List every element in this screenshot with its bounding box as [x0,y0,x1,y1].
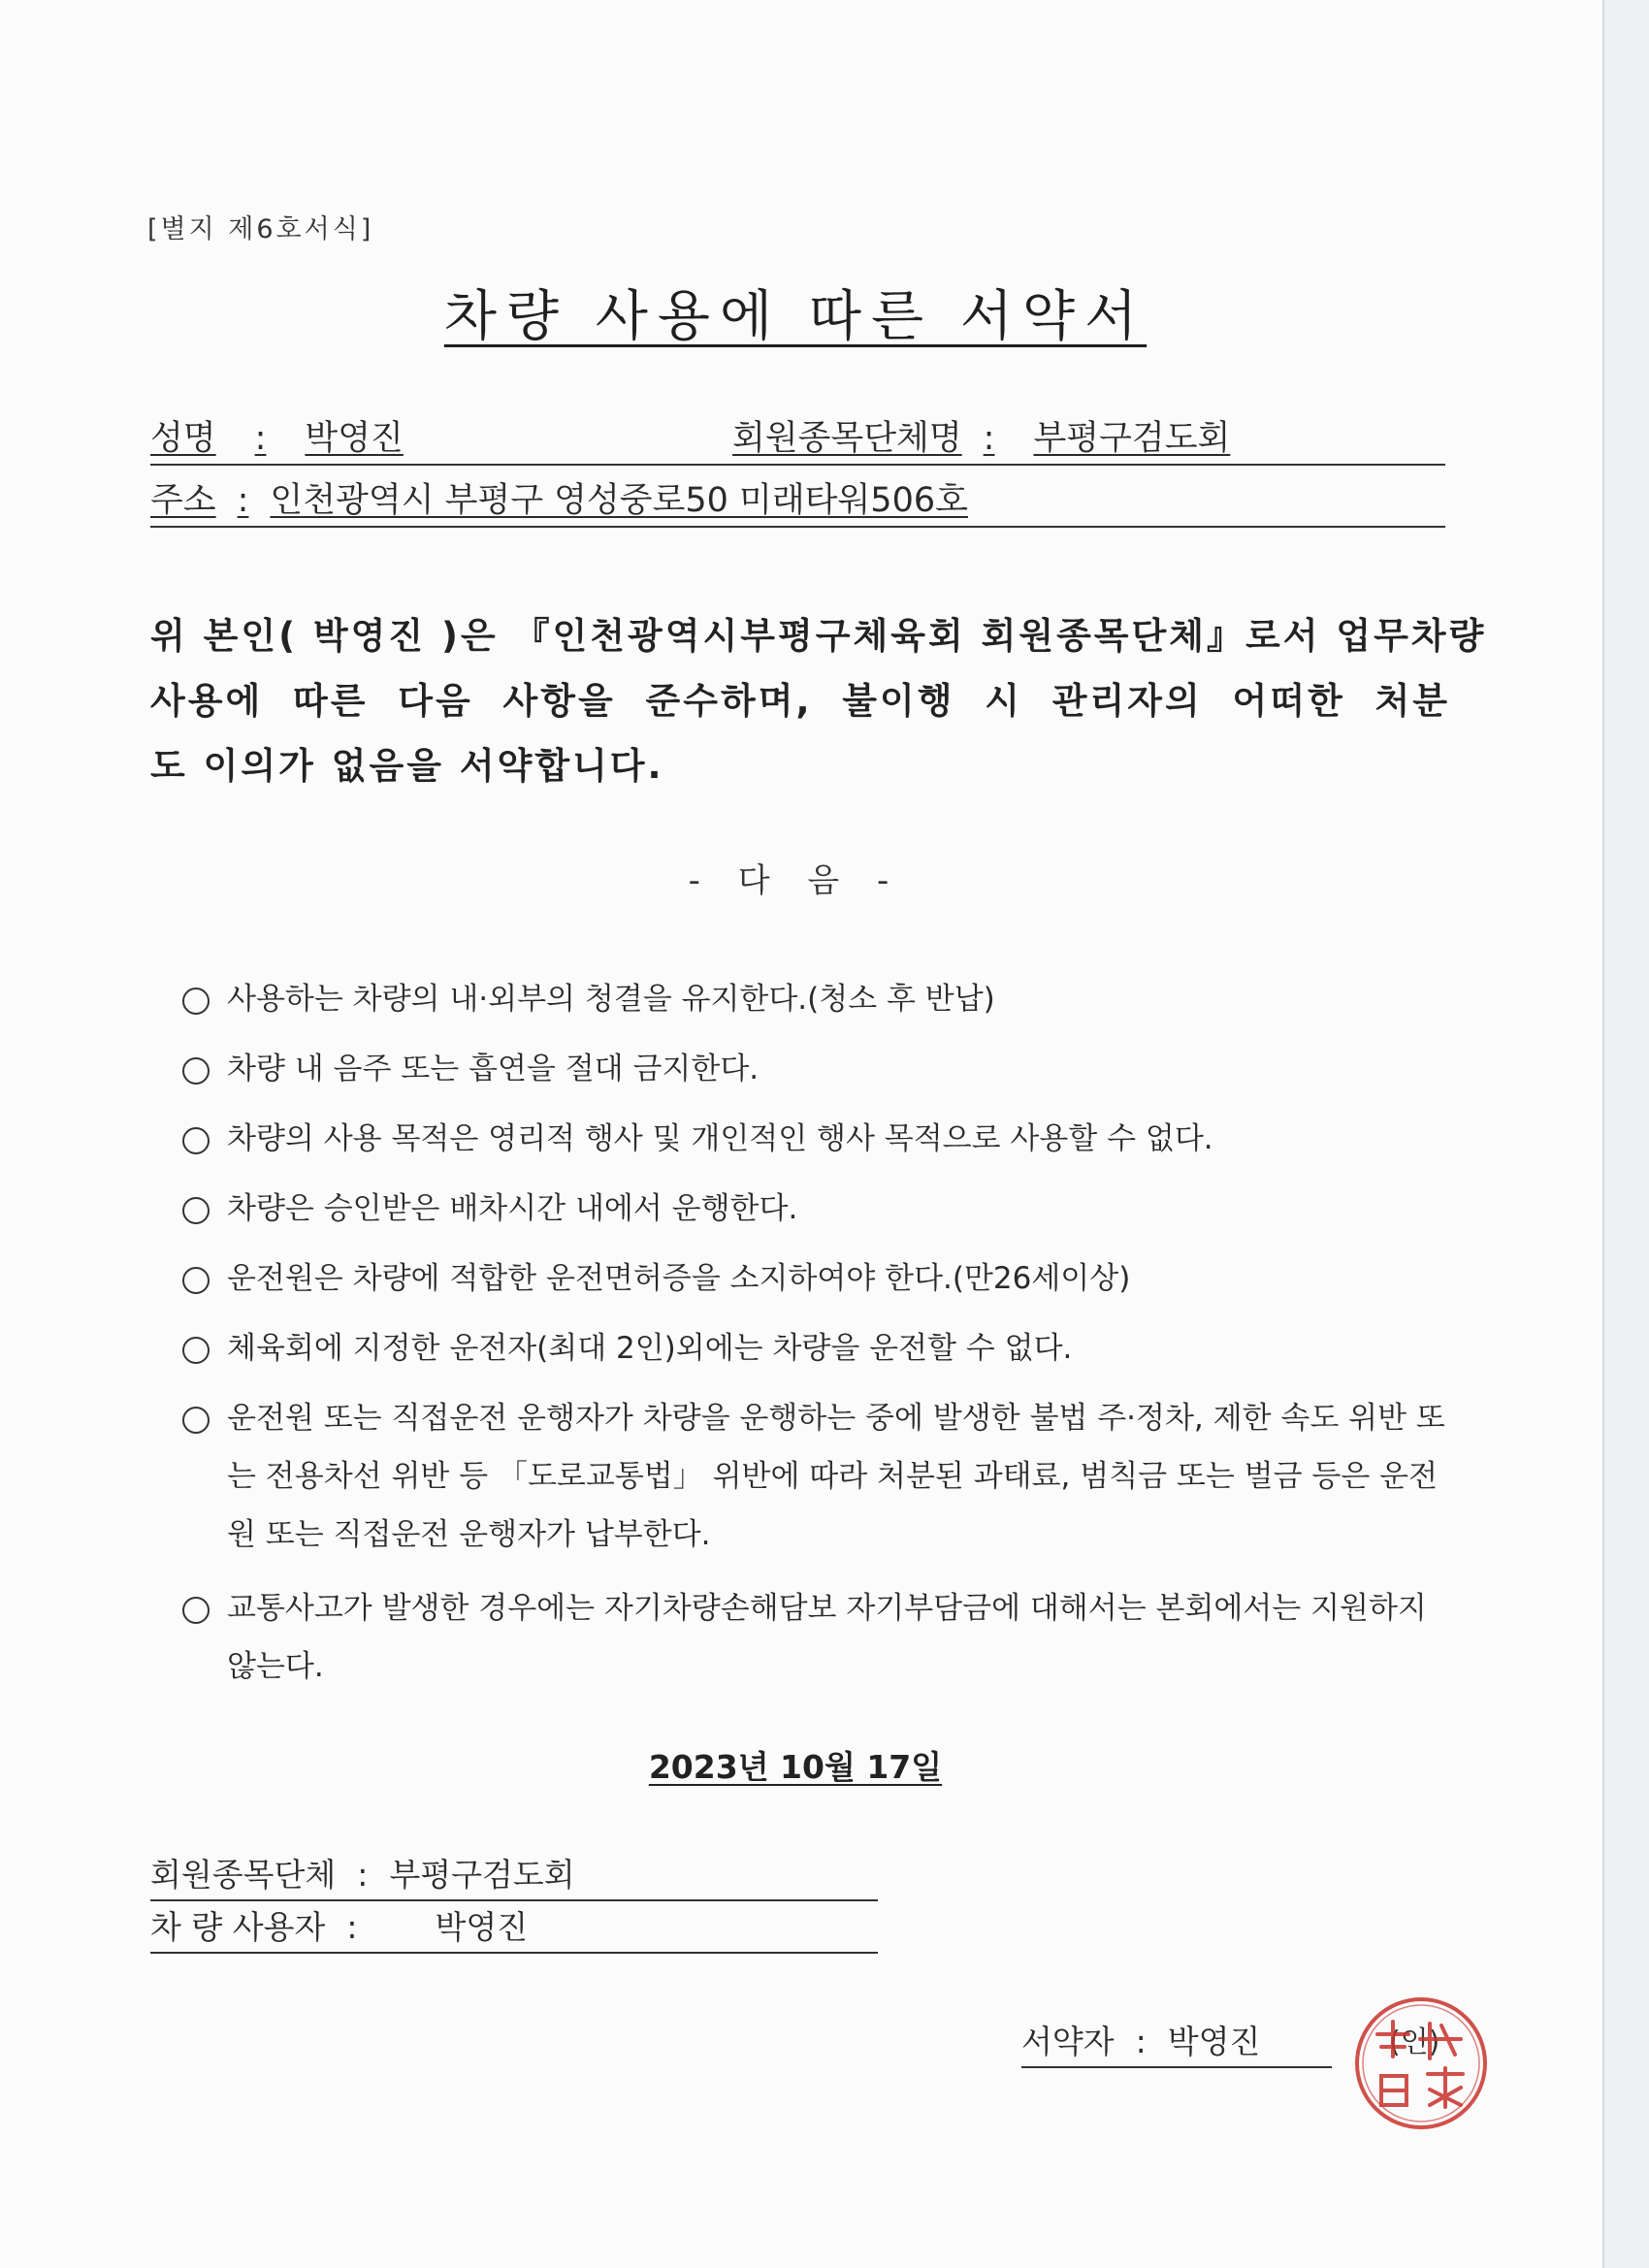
org-sig-label: 회원종목단체 [150,1856,337,1894]
signer-row: 서약자 : 박영진 [1021,2018,1332,2068]
seal-placeholder: (인) [1389,2025,1440,2059]
red-seal-stamp-icon [1348,1991,1494,2136]
page-edge [1602,0,1649,2268]
pledge-line-3: 도 이의가 없음을 서약합니다. [150,745,664,787]
name-value: 박영진 [305,419,404,458]
document-title: 차량 사용에 따른 서약서 [443,285,1148,348]
address-label: 주소 [150,481,216,520]
circle-bullet-icon [182,1127,210,1154]
list-item: 차량 내 음주 또는 흡연을 절대 금지한다. [182,1040,1463,1098]
document-title-wrap [0,274,1591,351]
pledge-date: 2023년 10월 17일 [648,1748,943,1786]
circle-bullet-icon [182,988,210,1015]
form-number: [별지 제6호서식] [147,214,374,244]
signer-label: 서약자 [1021,2023,1115,2060]
org-sig-value: 부평구검도회 [389,1856,575,1894]
circle-bullet-icon [182,1267,210,1294]
circle-bullet-icon [182,1407,210,1434]
list-item: 차량의 사용 목적은 영리적 행사 및 개인적인 행사 목적으로 사용할 수 없다. [182,1110,1463,1168]
user-sig-value: 박영진 [435,1908,529,1946]
date-wrap [0,1742,1591,1788]
pledge-line-1: 위 본인( 박영진 )은 『인천광역시부평구체육회 회원종목단체』로서 업무차량 [150,615,1487,657]
name-org-row: 성명 : 박영진 회원종목단체명 : 부평구검도회 [150,417,1445,466]
address-value: 인천광역시 부평구 영성중로50 미래타워506호 [270,481,968,520]
list-item: 사용하는 차량의 내·외부의 청결을 유지한다.(청소 후 반납) [182,970,1463,1028]
pledge-paragraph [150,603,1487,798]
list-item: 운전원 또는 직접운전 운행자가 차량을 운행하는 중에 발생한 불법 주·정차, 제한 속도 위반 또는 전용차선 위반 등 「도로교통법」 위반에 따라 처분된 과태료, 범칙금 또는 벌금 등은 운전원 또는 직접운전 운행자가 납부한다. [182,1389,1463,1564]
org-signature-row: 회원종목단체 : 부평구검도회 [150,1851,878,1901]
list-item: 운전원은 차량에 적합한 운전면허증을 소지하여야 한다.(만26세이상) [182,1249,1463,1308]
user-sig-label: 차 량 사용자 [150,1908,326,1946]
circle-bullet-icon [182,1197,210,1224]
list-item: 체육회에 지정한 운전자(최대 2인)외에는 차량을 운전할 수 없다. [182,1319,1463,1377]
list-item: 교통사고가 발생한 경우에는 자기차량손해담보 자기부담금에 대해서는 본회에서는 지원하지 않는다. [182,1579,1463,1696]
circle-bullet-icon [182,1057,210,1085]
name-label: 성명 [150,419,216,458]
org-value: 부평구검도회 [1033,419,1231,458]
circle-bullet-icon [182,1597,210,1624]
vehicle-user-row: 차 량 사용자 : 박영진 [150,1903,878,1954]
address-row: 주소 : 인천광역시 부평구 영성중로50 미래타워506호 [150,479,1445,528]
list-item: 차량은 승인받은 배차시간 내에서 운행한다. [182,1180,1463,1238]
signer-name: 박영진 [1167,2023,1261,2060]
org-label: 회원종목단체명 [732,419,962,458]
section-label: - 다 음 - [688,861,903,900]
pledge-line-2: 사용에 따른 다음 사항을 준수하며, 불이행 시 관리자의 어떠한 처분 [150,680,1450,722]
circle-bullet-icon [182,1337,210,1364]
